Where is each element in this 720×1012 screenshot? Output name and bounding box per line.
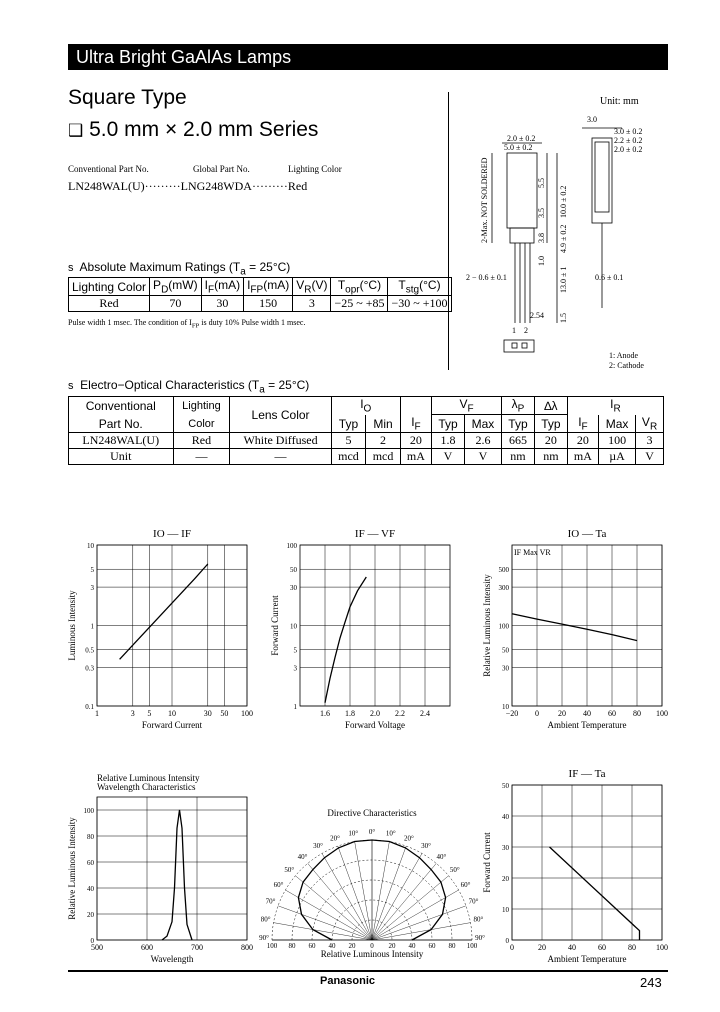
cell: 20 bbox=[567, 433, 598, 449]
chart-title: Directive Characteristics bbox=[327, 808, 417, 818]
x-tick-label: 40 bbox=[568, 943, 576, 952]
cell: nm bbox=[502, 449, 535, 465]
cell: White Diffused bbox=[230, 433, 331, 449]
type-title: Square Type bbox=[68, 86, 187, 109]
x-tick-label: 100 bbox=[656, 709, 668, 718]
x-tick-label: 20 bbox=[558, 709, 566, 718]
x-axis-label: Ambient Temperature bbox=[547, 954, 627, 964]
y-tick-label: 0.5 bbox=[85, 646, 94, 655]
radial-tick-label: 80 bbox=[448, 942, 456, 950]
header-cell: Typ bbox=[534, 415, 567, 433]
x-tick-label: −20 bbox=[505, 709, 519, 718]
x-tick-label: 50 bbox=[220, 709, 229, 718]
y-tick-label: 10 bbox=[502, 703, 509, 711]
y-axis-label: Luminous Intensity bbox=[67, 590, 77, 661]
dim-10: 10.0 ± 0.2 bbox=[559, 185, 568, 218]
chart-condition-label: IF Max VR bbox=[514, 548, 551, 557]
abs-max-heading-text: Absolute Maximum Ratings (T bbox=[79, 260, 241, 274]
cell: LN248WAL(U) bbox=[69, 433, 174, 449]
cell: 2 bbox=[366, 433, 401, 449]
angle-label: 0° bbox=[368, 828, 376, 836]
pin-1-label: 1 bbox=[512, 326, 516, 335]
dim-lead-width: 0.6 ± 0.1 bbox=[595, 273, 624, 282]
y-tick-label: 0 bbox=[90, 937, 94, 945]
legend-anode: 1: Anode bbox=[609, 351, 639, 360]
series-line bbox=[162, 810, 192, 940]
header-cell: $V_R$ bbox=[636, 415, 664, 433]
angle-label: 20° bbox=[404, 834, 414, 843]
angle-label: 20° bbox=[330, 834, 340, 843]
angle-label: 10° bbox=[385, 829, 396, 838]
series-line bbox=[550, 847, 640, 940]
x-tick-label: 2.4 bbox=[420, 709, 430, 718]
cell: V bbox=[464, 449, 501, 465]
dim-4-9: 4.9 ± 0.2 bbox=[559, 224, 568, 253]
angle-label: 50° bbox=[449, 865, 460, 874]
dim-top: 3.0 bbox=[587, 115, 597, 124]
dim-side-a: 3.0 ± 0.2 bbox=[614, 127, 643, 136]
y-tick-label: 0 bbox=[505, 937, 509, 945]
dim-1-5: 1.5 bbox=[559, 313, 568, 323]
dot-leader: ········· bbox=[251, 179, 288, 193]
dim-not-soldered: 2-Max. NOT SOLDERED bbox=[480, 157, 489, 243]
cell: 5 bbox=[331, 433, 366, 449]
radial-tick-label: 20 bbox=[348, 942, 356, 950]
dim-side-c: 2.0 ± 0.2 bbox=[614, 145, 643, 154]
footer-rule bbox=[68, 970, 668, 972]
x-tick-label: 10 bbox=[168, 709, 176, 718]
y-axis-label: Forward Current bbox=[482, 832, 492, 893]
y-axis-label: Forward Current bbox=[270, 595, 280, 656]
x-axis-label: Ambient Temperature bbox=[547, 720, 627, 730]
y-tick-label: 50 bbox=[290, 566, 297, 575]
abs-max-heading-sub: a bbox=[240, 266, 246, 278]
angle-label: 10° bbox=[348, 829, 359, 838]
header-cell: Typ bbox=[432, 415, 465, 433]
chart-title: IF — Ta bbox=[568, 768, 606, 780]
y-tick-label: 3 bbox=[90, 584, 94, 593]
cell: 100 bbox=[599, 433, 636, 449]
y-tick-label: 1 bbox=[90, 622, 94, 631]
cell: 2.6 bbox=[464, 433, 501, 449]
header-cell: Max bbox=[464, 415, 501, 433]
dot-leader: ········· bbox=[144, 179, 181, 193]
header-cell: $I_R$ bbox=[567, 397, 663, 415]
radial-tick-label: 60 bbox=[428, 942, 436, 950]
legend-cathode: 2: Cathode bbox=[609, 361, 644, 370]
header-cell: $T_{opr}(^\circ C)$ bbox=[331, 278, 388, 296]
cell: 1.8 bbox=[432, 433, 465, 449]
page-banner: Ultra Bright GaAlAs Lamps bbox=[68, 44, 668, 70]
y-tick-label: 100 bbox=[83, 807, 94, 815]
y-tick-label: 60 bbox=[87, 859, 94, 867]
chart-title: Relative Luminous Intensity bbox=[97, 773, 200, 783]
cell: mcd bbox=[366, 449, 401, 465]
cell: 20 bbox=[534, 433, 567, 449]
y-tick-label: 40 bbox=[502, 813, 509, 821]
x-tick-label: 80 bbox=[633, 709, 641, 718]
x-tick-label: 100 bbox=[241, 709, 253, 718]
cell: 3 bbox=[636, 433, 664, 449]
y-tick-label: 20 bbox=[502, 875, 509, 883]
cell: — bbox=[230, 449, 331, 465]
chart-title: IO — Ta bbox=[567, 528, 607, 540]
page-number: 243 bbox=[640, 975, 662, 990]
x-tick-label: 2.2 bbox=[395, 709, 405, 718]
x-axis-label: Wavelength bbox=[150, 954, 194, 964]
y-axis-label: Relative Luminous Intensity bbox=[67, 817, 77, 920]
cell: 150 bbox=[244, 296, 293, 312]
chart-title: IO — IF bbox=[153, 528, 191, 540]
dim-pitch: 2.54 bbox=[530, 311, 544, 320]
cell: 665 bbox=[502, 433, 535, 449]
series-line bbox=[325, 577, 366, 703]
x-tick-label: 600 bbox=[141, 943, 153, 952]
cell: mA bbox=[400, 449, 431, 465]
y-tick-label: 20 bbox=[87, 911, 94, 919]
cell: 30 bbox=[201, 296, 243, 312]
radial-tick-label: 60 bbox=[308, 942, 316, 950]
dim-13: 13.0 ± 1 bbox=[559, 266, 568, 293]
cell: −25 ~ +85 bbox=[331, 296, 388, 312]
header-cell: Lighting bbox=[173, 397, 230, 415]
abs-max-heading-tail: = 25°C) bbox=[245, 260, 291, 274]
bullet: s bbox=[68, 262, 74, 274]
x-tick-label: 20 bbox=[538, 943, 546, 952]
cell: µA bbox=[599, 449, 636, 465]
y-tick-label: 30 bbox=[290, 584, 297, 593]
angle-label: 80° bbox=[260, 915, 271, 924]
x-tick-label: 700 bbox=[191, 943, 203, 952]
cell: Red bbox=[69, 296, 150, 312]
header-cell: $I_F$ bbox=[400, 415, 431, 433]
x-tick-label: 40 bbox=[583, 709, 591, 718]
y-tick-label: 0.3 bbox=[85, 664, 94, 673]
angle-label: 50° bbox=[284, 865, 295, 874]
y-axis-label: Relative Luminous Intensity bbox=[482, 574, 492, 677]
global-label: Global Part No. bbox=[193, 164, 250, 174]
x-axis-label: Relative Luminous Intensity bbox=[320, 949, 424, 959]
header-cell: $I_F(mA)$ bbox=[201, 278, 243, 296]
y-tick-label: 50 bbox=[502, 782, 509, 790]
x-tick-label: 100 bbox=[656, 943, 668, 952]
header-cell: Conventional bbox=[69, 397, 174, 415]
x-tick-label: 0 bbox=[510, 943, 514, 952]
angle-label: 70° bbox=[468, 897, 479, 906]
header-cell: Max bbox=[599, 415, 636, 433]
dim-5-5: 5.5 bbox=[537, 178, 546, 188]
global-value: LNG248WDA bbox=[180, 179, 252, 193]
header-cell: $V_F$ bbox=[432, 397, 502, 415]
dim-3-5: 3.5 bbox=[537, 208, 546, 218]
y-tick-label: 100 bbox=[286, 542, 297, 550]
header-cell: $I_F$ bbox=[567, 415, 598, 433]
x-tick-label: 80 bbox=[628, 943, 636, 952]
cell: V bbox=[636, 449, 664, 465]
angle-label: 40° bbox=[436, 852, 447, 861]
chart-frame bbox=[512, 785, 662, 940]
radial-tick-label: 80 bbox=[288, 942, 296, 950]
x-tick-label: 2.0 bbox=[370, 709, 380, 718]
cell: −30 ~ +100 bbox=[388, 296, 451, 312]
angle-label: 80° bbox=[473, 915, 484, 924]
header-cell: Lighting Color bbox=[69, 278, 150, 296]
cell: — bbox=[173, 449, 230, 465]
header-cell: ∆λ bbox=[534, 397, 567, 415]
dim-side-b: 2.2 ± 0.2 bbox=[614, 136, 643, 145]
x-tick-label: 500 bbox=[91, 943, 103, 952]
brand-logo: Panasonic bbox=[320, 975, 376, 987]
cell: 70 bbox=[150, 296, 202, 312]
y-tick-label: 5 bbox=[293, 646, 297, 655]
x-tick-label: 0 bbox=[535, 709, 539, 718]
y-tick-label: 40 bbox=[87, 885, 94, 893]
chart-title: IF — VF bbox=[354, 528, 396, 540]
series-text: 5.0 mm × 2.0 mm Series bbox=[89, 118, 319, 141]
y-tick-label: 50 bbox=[502, 646, 509, 655]
y-tick-label: 30 bbox=[502, 664, 509, 673]
radial-tick-label: 100 bbox=[466, 942, 478, 950]
x-tick-label: 1 bbox=[95, 709, 99, 718]
pin-2-label: 2 bbox=[524, 326, 528, 335]
angle-label: 40° bbox=[297, 852, 308, 861]
dim-leads: 2 − 0.6 ± 0.1 bbox=[466, 273, 507, 282]
header-cell: $I_O$ bbox=[331, 397, 400, 415]
x-tick-label: 800 bbox=[241, 943, 253, 952]
conventional-label: Conventional Part No. bbox=[68, 164, 149, 174]
dim-width-body: 5.0 ± 0.2 bbox=[504, 143, 533, 152]
y-tick-label: 1 bbox=[293, 703, 297, 711]
x-tick-label: 30 bbox=[203, 709, 212, 718]
series-line bbox=[512, 614, 637, 641]
header-cell: Part No. bbox=[69, 415, 174, 433]
x-axis-label: Forward Voltage bbox=[345, 720, 405, 730]
y-tick-label: 100 bbox=[498, 622, 509, 631]
radial-tick-label: 100 bbox=[266, 942, 278, 950]
angle-label: 60° bbox=[273, 881, 284, 889]
x-tick-label: 1.6 bbox=[320, 709, 330, 718]
header-cell: Color bbox=[173, 415, 230, 433]
header-cell: $T_{stg}(^\circ C)$ bbox=[388, 278, 451, 296]
cell: mA bbox=[567, 449, 598, 465]
y-tick-label: 30 bbox=[502, 844, 509, 852]
angle-label: 90° bbox=[475, 934, 485, 942]
radial-tick-label: 40 bbox=[328, 942, 336, 950]
chart-title: Wavelength Characteristics bbox=[97, 782, 196, 792]
header-cell: Typ bbox=[502, 415, 535, 433]
angle-label: 70° bbox=[265, 897, 276, 906]
cell: mcd bbox=[331, 449, 366, 465]
cell: 3 bbox=[293, 296, 331, 312]
conventional-value: LN248WAL(U) bbox=[68, 179, 145, 193]
header-cell: Typ bbox=[331, 415, 366, 433]
y-tick-label: 300 bbox=[498, 584, 509, 593]
radial-tick-label: 0 bbox=[370, 942, 374, 950]
angle-label: 30° bbox=[313, 842, 323, 851]
radial-tick-label: 40 bbox=[408, 942, 416, 950]
y-tick-label: 5 bbox=[90, 566, 94, 575]
abs-max-note: Pulse width 1 msec. The condition of $I_{FP}$ is duty 10% Pulse width 1 msec. bbox=[68, 318, 306, 330]
header-cell: $\lambda_P$ bbox=[502, 397, 535, 415]
color-label: Lighting Color bbox=[288, 164, 342, 174]
header-cell: $P_D(mW)$ bbox=[150, 278, 202, 296]
angle-label: 60° bbox=[460, 881, 471, 889]
y-tick-label: 10 bbox=[502, 906, 509, 914]
cell: nm bbox=[534, 449, 567, 465]
y-tick-label: 3 bbox=[293, 664, 297, 673]
dim-3-8: 3.8 bbox=[537, 233, 546, 243]
cell: 20 bbox=[400, 433, 431, 449]
y-tick-label: 10 bbox=[290, 622, 297, 631]
header-cell: $I_{FP}(mA)$ bbox=[244, 278, 293, 296]
y-tick-label: 80 bbox=[87, 833, 94, 841]
x-tick-label: 1.8 bbox=[345, 709, 355, 718]
unit-label: Unit: mm bbox=[600, 96, 639, 107]
header-cell: Min bbox=[366, 415, 401, 433]
angle-label: 90° bbox=[259, 934, 269, 942]
series-square-icon: ❑ bbox=[68, 121, 84, 140]
cell: V bbox=[432, 449, 465, 465]
electro-optical-heading: s Electro−Optical Characteristics $(T_a = 25^\circ C)$ bbox=[68, 378, 310, 396]
x-axis-label: Forward Current bbox=[141, 720, 203, 730]
x-tick-label: 3 bbox=[130, 709, 135, 718]
x-tick-label: 60 bbox=[598, 943, 606, 952]
cell: Unit bbox=[69, 449, 174, 465]
dim-width: 2.0 ± 0.2 bbox=[507, 134, 536, 143]
dim-1-0: 1.0 bbox=[537, 256, 546, 266]
header-cell: Lens Color bbox=[230, 397, 331, 433]
header-cell: $V_R(V)$ bbox=[293, 278, 331, 296]
y-tick-label: 0.1 bbox=[85, 703, 94, 711]
y-tick-label: 500 bbox=[498, 566, 509, 575]
cell: Red bbox=[173, 433, 230, 449]
x-tick-label: 60 bbox=[608, 709, 616, 718]
angle-label: 30° bbox=[421, 842, 431, 851]
x-tick-label: 5 bbox=[147, 709, 152, 718]
y-tick-label: 10 bbox=[87, 542, 94, 550]
radial-tick-label: 20 bbox=[388, 942, 396, 950]
color-value: Red bbox=[287, 179, 308, 193]
